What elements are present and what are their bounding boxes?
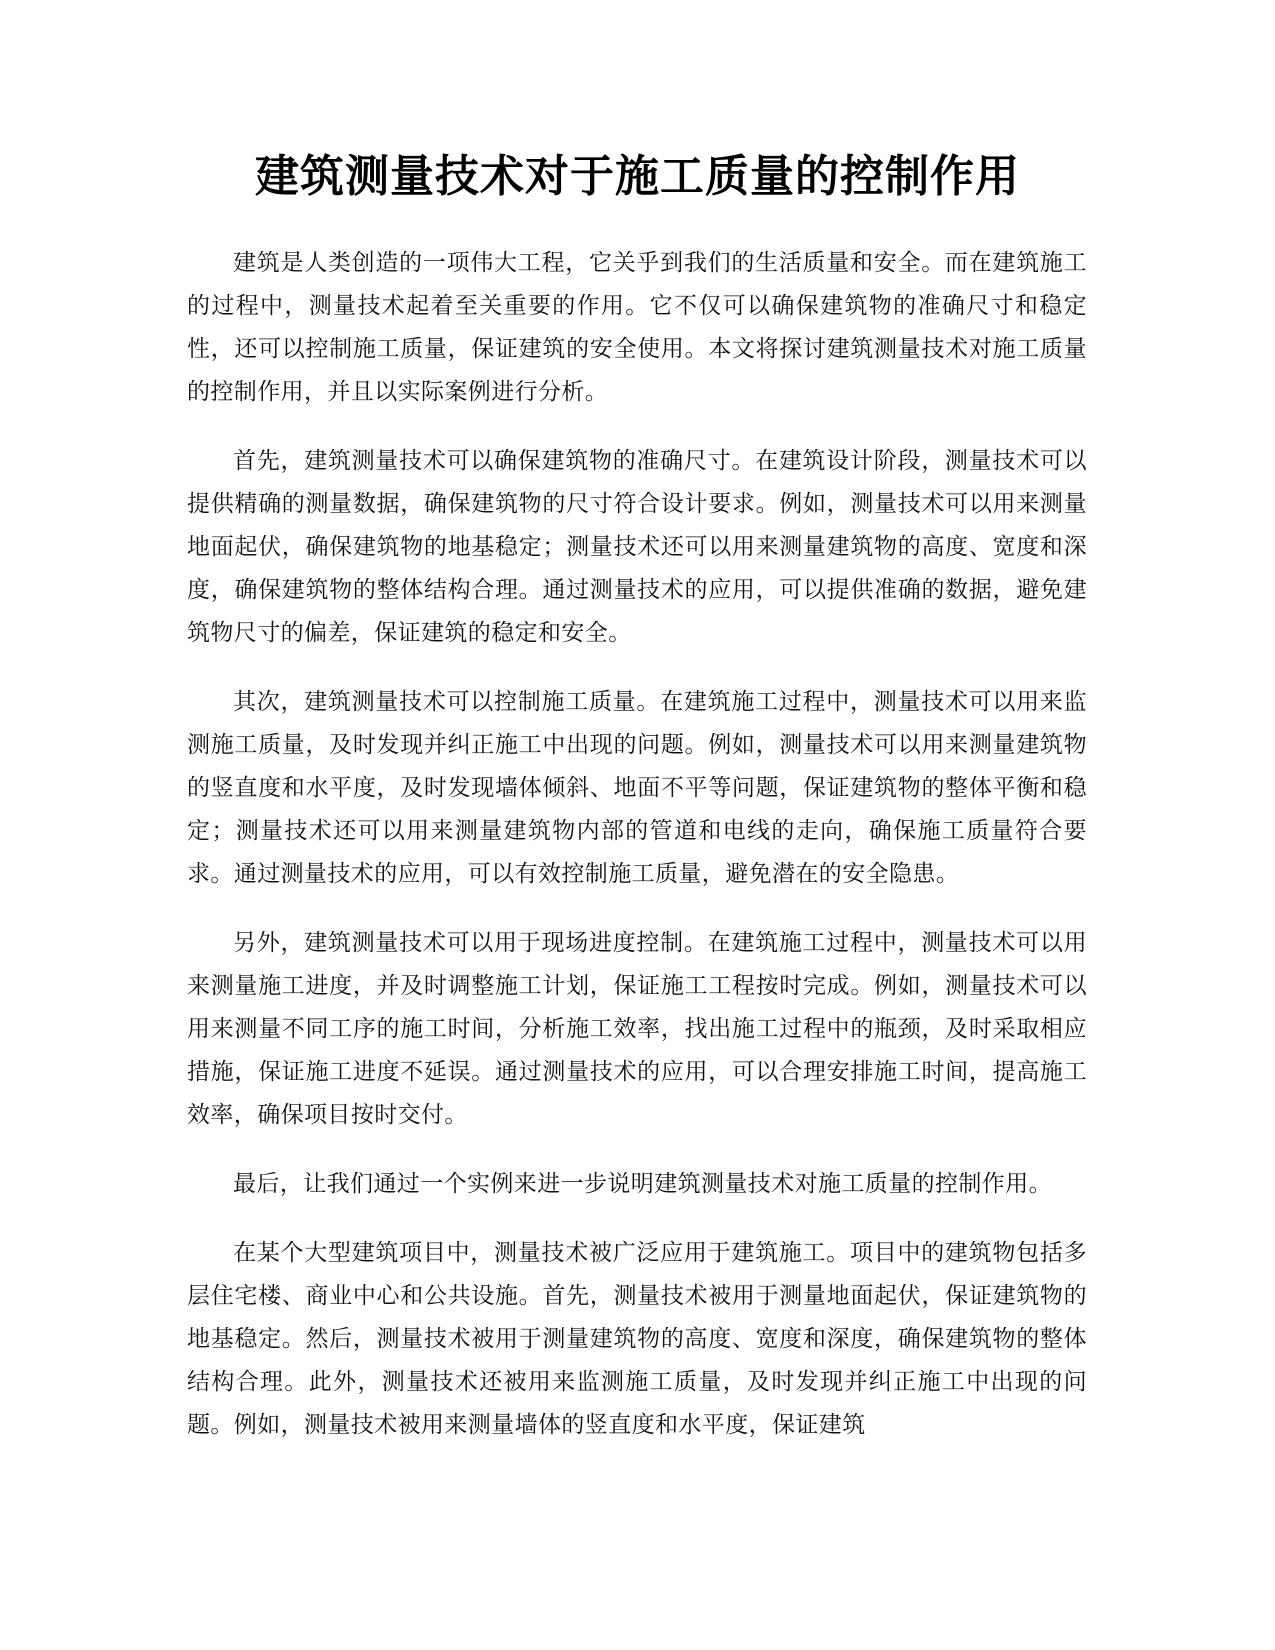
paragraph-example-case: 在某个大型建筑项目中，测量技术被广泛应用于建筑施工。项目中的建筑物包括多层住宅楼、商业中心和公共设施。首先，测量技术被用于测量地面起伏，保证建筑物的地基稳定。然后，测量技术被用于测量建筑物的高度、宽度和深度，确保建筑物的整体结构合理。此外，测量技术还被用来监测施工质量，及时发现并纠正施工中出现的问题。例如，测量技术被用来测量墙体的竖直度和水平度，保证建筑 bbox=[187, 1240, 1087, 1438]
paragraph-second-point: 其次，建筑测量技术可以控制施工质量。在建筑施工过程中，测量技术可以用来监测施工质量，及时发现并纠正施工中出现的问题。例如，测量技术可以用来测量建筑物的竖直度和水平度，及时发现墙体倾斜、地面不平等问题，保证建筑物的整体平衡和稳定；测量技术还可以用来测量建筑物内部的管道和电线的走向，确保施工质量符合要求。通过测量技术的应用，可以有效控制施工质量，避免潜在的安全隐患。 bbox=[187, 689, 1087, 887]
paragraph-intro: 建筑是人类创造的一项伟大工程，它关乎到我们的生活质量和安全。而在建筑施工的过程中，测量技术起着至关重要的作用。它不仅可以确保建筑物的准确尺寸和稳定性，还可以控制施工质量，保证建筑的安全使用。本文将探讨建筑测量技术对施工质量的控制作用，并且以实际案例进行分析。 bbox=[187, 250, 1087, 405]
paragraph-first-point: 首先，建筑测量技术可以确保建筑物的准确尺寸。在建筑设计阶段，测量技术可以提供精确的测量数据，确保建筑物的尺寸符合设计要求。例如，测量技术可以用来测量地面起伏，确保建筑物的地基稳定；测量技术还可以用来测量建筑物的高度、宽度和深度，确保建筑物的整体结构合理。通过测量技术的应用，可以提供准确的数据，避免建筑物尺寸的偏差，保证建筑的稳定和安全。 bbox=[187, 448, 1087, 646]
document-body bbox=[187, 242, 1087, 1473]
paragraph-third-point: 另外，建筑测量技术可以用于现场进度控制。在建筑施工过程中，测量技术可以用来测量施工进度，并及时调整施工计划，保证施工工程按时完成。例如，测量技术可以用来测量不同工序的施工时间，分析施工效率，找出施工过程中的瓶颈，及时采取相应措施，保证施工进度不延误。通过测量技术的应用，可以合理安排施工时间，提高施工效率，确保项目按时交付。 bbox=[187, 930, 1087, 1128]
paragraph-example-intro: 最后，让我们通过一个实例来进一步说明建筑测量技术对施工质量的控制作用。 bbox=[233, 1171, 1052, 1197]
document-title: 建筑测量技术对于施工质量的控制作用 bbox=[255, 151, 1020, 202]
